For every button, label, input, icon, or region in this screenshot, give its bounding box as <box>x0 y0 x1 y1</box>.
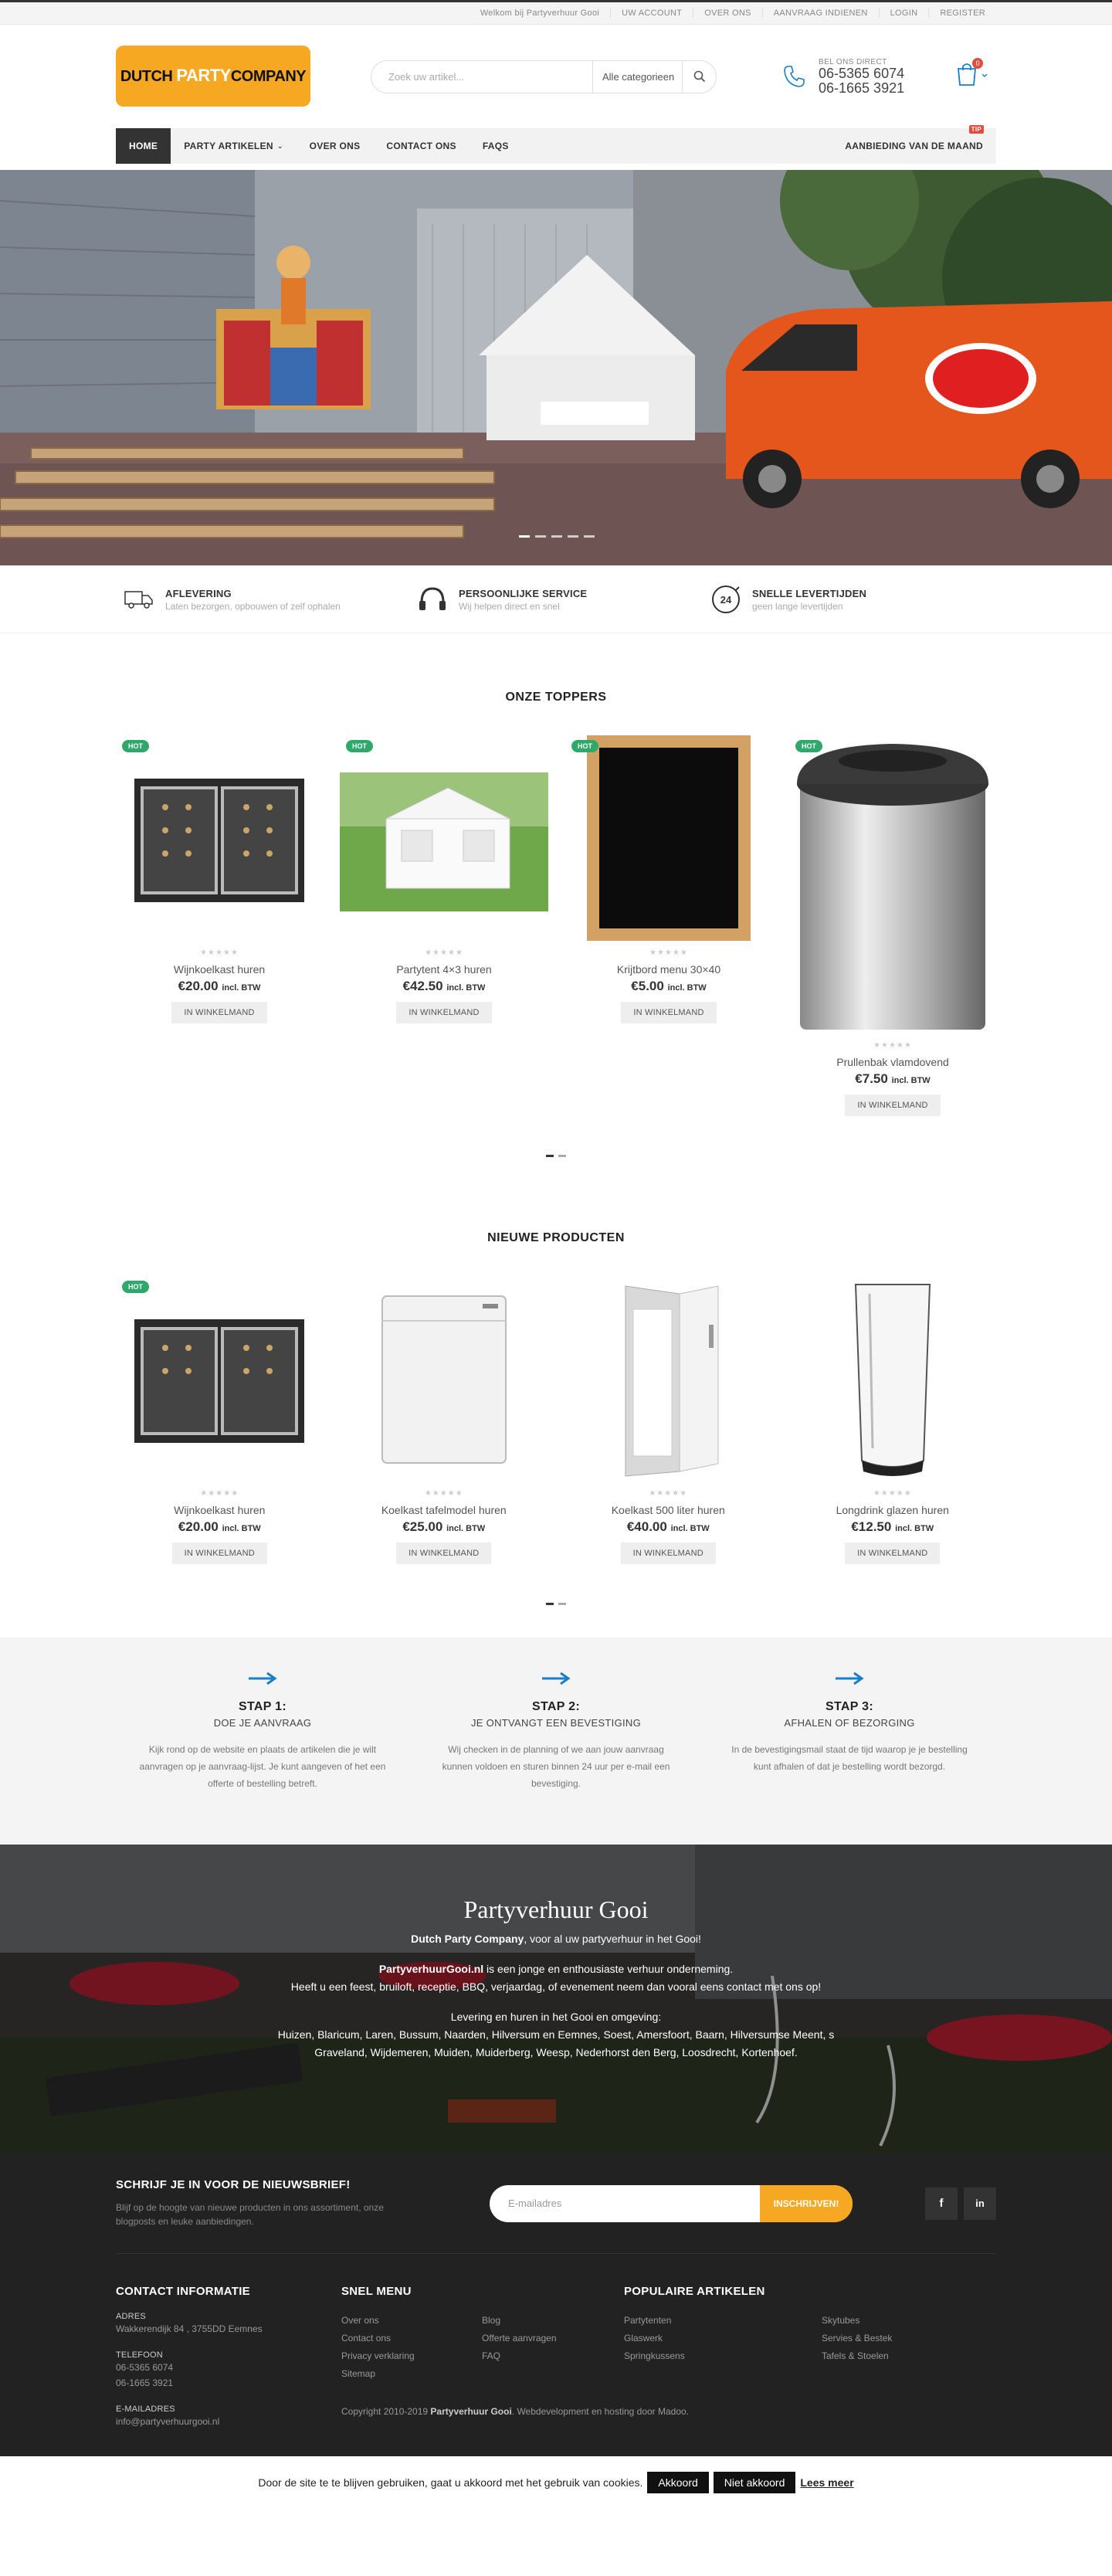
nav-offer[interactable] <box>832 128 996 164</box>
product-price <box>789 1519 997 1535</box>
footer-contact <box>116 2285 341 2456</box>
product-name[interactable]: Koelkast 500 liter huren <box>611 1504 725 1516</box>
service-personal-desc: Wij helpen direct en snel <box>459 600 560 612</box>
hot-badge: HOT <box>795 740 822 752</box>
about-company-name: Dutch Party Company <box>411 1933 524 1945</box>
toppers-title: ONZE TOPPERS <box>505 691 607 704</box>
product-price <box>789 1071 996 1087</box>
about-intro <box>263 1930 849 1948</box>
product-image-table-fridge <box>375 1290 514 1468</box>
price-btw: incl. BTW <box>222 1524 261 1533</box>
search-bar <box>371 60 717 93</box>
add-to-cart-button[interactable]: IN WINKELMAND <box>845 1095 940 1116</box>
footer-popular <box>624 2285 892 2383</box>
product-name[interactable]: Wijnkoelkast huren <box>173 963 266 976</box>
product-price-value: €7.50 <box>855 1071 888 1086</box>
logo[interactable] <box>116 46 310 107</box>
footer-link[interactable]: Sitemap <box>341 2368 376 2379</box>
hot-badge: HOT <box>346 740 373 752</box>
slider-dots <box>519 535 595 538</box>
arrow-right-icon <box>541 1672 571 1685</box>
newsletter-title: SCHRIJF JE IN VOOR DE NIEUWSBRIEF! <box>116 2178 351 2191</box>
footer-quick-menu-title: SNEL MENU <box>341 2285 412 2298</box>
step-subtitle: AFHALEN OF BEZORGING <box>784 1717 915 1729</box>
truck-icon <box>124 589 154 610</box>
arrow-right-icon <box>247 1672 278 1685</box>
product-price-value: €20.00 <box>178 1519 219 1534</box>
product-card[interactable] <box>341 1274 548 1564</box>
nav-party-artikelen-label: PARTY ARTIKELEN <box>184 141 273 151</box>
product-image-bin <box>792 738 993 1031</box>
rating-stars: ★★★★★ <box>425 949 463 957</box>
product-card[interactable] <box>340 734 548 1023</box>
service-personal-title: PERSOONLIJKE SERVICE <box>459 587 588 599</box>
phone-block <box>781 58 904 96</box>
welcome-text: Welkom bij Partyverhuur Gooi <box>480 8 600 18</box>
social-links <box>925 2187 996 2220</box>
logo-text-3: COMPANY <box>230 68 307 85</box>
product-price-value: €42.50 <box>402 979 443 993</box>
logo-text-2: PARTY <box>176 66 231 85</box>
add-to-cart-button[interactable]: IN WINKELMAND <box>621 1002 716 1023</box>
footer-link[interactable]: Privacy verklaring <box>341 2350 415 2361</box>
product-name[interactable]: Longdrink glazen huren <box>836 1504 949 1516</box>
search-icon <box>693 70 706 83</box>
logo-text-1: DUTCH <box>120 68 177 85</box>
price-btw: incl. BTW <box>222 983 261 993</box>
slider-dot[interactable] <box>568 535 578 538</box>
clock-24-label: 24 <box>720 593 732 606</box>
hero-slider[interactable] <box>0 170 1112 565</box>
about-section <box>0 1845 1112 2153</box>
step-subtitle: JE ONTVANGT EEN BEVESTIGING <box>471 1717 641 1729</box>
cookie-read-more-link[interactable]: Lees meer <box>800 2476 854 2489</box>
topbar-link-register[interactable]: REGISTER <box>928 8 996 18</box>
main-nav <box>0 128 1112 164</box>
phone-number-1[interactable]: 06-5365 6074 <box>819 65 905 81</box>
copyright-post: . Webdevelopment en hosting door Madoo. <box>511 2406 690 2417</box>
cookie-accept-button[interactable]: Akkoord <box>647 2472 708 2493</box>
arrow-right-icon <box>834 1672 865 1685</box>
cookie-decline-button[interactable]: Niet akkoord <box>714 2472 796 2493</box>
step-text: Wij checken in de planning of we aan jouw aanvraag kunnen voldoen en sturen binnen 24 uur per e-mail een bevestiging. <box>442 1744 670 1789</box>
pager-dot[interactable] <box>558 1603 566 1605</box>
header <box>0 25 1112 128</box>
about-areas <box>263 2008 849 2062</box>
footer-link[interactable]: Over ons <box>341 2315 379 2326</box>
product-card[interactable] <box>789 1274 997 1564</box>
footer-link[interactable]: FAQ <box>482 2350 501 2361</box>
add-to-cart-button[interactable]: IN WINKELMAND <box>621 1543 716 1564</box>
product-price <box>564 1519 772 1535</box>
step-title: STAP 2: <box>532 1700 580 1713</box>
phone-label: BEL ONS DIRECT <box>819 57 887 66</box>
footer-link[interactable]: Glaswerk <box>624 2333 663 2344</box>
hot-badge: HOT <box>122 740 149 752</box>
product-name[interactable]: Krijtbord menu 30×40 <box>616 963 721 976</box>
product-image-chalkboard <box>584 734 754 942</box>
nav-offer-label: AANBIEDING VAN DE MAAND <box>845 141 983 151</box>
footer-contact-title: CONTACT INFORMATIE <box>116 2285 250 2298</box>
chevron-down-icon: ⌄ <box>276 141 283 150</box>
service-personal <box>409 584 703 615</box>
product-price-value: €12.50 <box>851 1519 892 1534</box>
service-delivery-desc: Laten bezorgen, opbouwen of zelf ophalen <box>165 600 341 612</box>
newsletter-form <box>490 2185 853 2222</box>
about-intro-rest: , voor al uw partyverhuur in het Gooi! <box>524 1933 701 1945</box>
linkedin-icon[interactable]: in <box>964 2187 996 2220</box>
product-card[interactable] <box>564 1274 772 1564</box>
product-name[interactable]: Prullenbak vlamdovend <box>836 1056 949 1068</box>
new-products-title: NIEUWE PRODUCTEN <box>487 1231 625 1244</box>
newsletter-text: Blijf op de hoogte van nieuwe producten in ons assortiment, onze blogposts en leuke aanbiedingen. <box>116 2202 384 2227</box>
nav-party-artikelen[interactable] <box>171 128 296 164</box>
price-btw: incl. BTW <box>895 1524 934 1533</box>
service-fast-desc: geen lange levertijden <box>752 600 843 612</box>
slider-dot[interactable] <box>535 535 546 538</box>
address-value: Wakkerendijk 84 , 3755DD Eemnes <box>116 2323 263 2334</box>
rating-stars: ★★★★★ <box>200 949 239 957</box>
product-name[interactable]: Wijnkoelkast huren <box>174 1504 266 1516</box>
footer-link[interactable]: Skytubes <box>822 2315 860 2326</box>
newsletter-subscribe-button[interactable]: INSCHRIJVEN! <box>760 2185 853 2222</box>
facebook-icon[interactable]: f <box>925 2187 958 2220</box>
step-title: STAP 1: <box>239 1700 286 1713</box>
slider-dot[interactable] <box>551 535 562 538</box>
search-input[interactable]: Zoek uw artikel... <box>388 70 465 83</box>
new-products-section <box>116 1157 996 1605</box>
about-areas-list: Huizen, Blaricum, Laren, Bussum, Naarden, Hilversum en Eemnes, Soest, Amersfoort, Baarn, Hilversumse Meent, s Graveland, Wijdemeren, Muiden, Muiderberg, Weesp, Nederhorst den Berg, Loosdrecht, Kortenhoef. <box>277 2028 835 2058</box>
footer-link[interactable]: Contact ons <box>341 2333 392 2344</box>
toppers-section <box>116 633 996 1157</box>
footer <box>0 2153 1112 2456</box>
price-btw: incl. BTW <box>446 1524 486 1533</box>
cookie-text: Door de site te te blijven gebruiken, gaat u akkoord met het gebruik van cookies. <box>258 2476 643 2489</box>
product-card[interactable] <box>116 1274 324 1564</box>
hero-image <box>0 170 1112 565</box>
step-3 <box>703 1672 996 1775</box>
product-image-longdrink-glass <box>846 1278 939 1479</box>
nav-contact[interactable]: CONTACT ONS <box>386 141 456 151</box>
footer-popular-title: POPULAIRE ARTIKELEN <box>624 2285 765 2298</box>
price-btw: incl. BTW <box>670 1524 710 1533</box>
product-image-large-fridge <box>610 1278 726 1479</box>
product-price <box>341 1519 548 1535</box>
footer-phone-1[interactable]: 06-5365 6074 <box>116 2362 174 2373</box>
add-to-cart-button[interactable]: IN WINKELMAND <box>171 1002 266 1023</box>
slider-dot[interactable] <box>584 535 595 538</box>
chevron-down-icon <box>981 73 988 78</box>
topbar-link-account[interactable]: UW ACCOUNT <box>610 8 693 18</box>
nav-home[interactable]: HOME <box>116 128 171 164</box>
services-bar <box>0 565 1112 633</box>
nav-faqs[interactable]: FAQS <box>482 141 509 151</box>
footer-link[interactable]: Blog <box>482 2315 501 2326</box>
rating-stars: ★★★★★ <box>200 1489 239 1498</box>
product-name[interactable]: Koelkast tafelmodel huren <box>381 1504 507 1516</box>
add-to-cart-button[interactable]: IN WINKELMAND <box>845 1543 940 1564</box>
cart-count-badge: 0 <box>972 58 983 69</box>
cookie-bar <box>0 2456 1112 2508</box>
copyright-company: Partyverhuur Gooi <box>430 2406 512 2417</box>
service-fast-title: SNELLE LEVERTIJDEN <box>752 587 867 599</box>
product-card[interactable] <box>116 734 323 1023</box>
topbar-link-login[interactable]: LOGIN <box>879 8 929 18</box>
email-label: E-MAILADRES <box>116 2405 175 2414</box>
carousel-pager <box>116 1603 996 1605</box>
about-site-name: PartyverhuurGooi.nl <box>378 1963 484 1975</box>
add-to-cart-button[interactable]: IN WINKELMAND <box>172 1543 267 1564</box>
price-btw: incl. BTW <box>891 1076 931 1085</box>
product-image-party-tent <box>340 765 548 911</box>
product-card[interactable] <box>565 734 772 1023</box>
about-paragraph-rest: is een jonge en enthousiaste verhuur onderneming. <box>483 1963 734 1975</box>
topbar <box>0 0 1112 25</box>
product-price <box>565 979 772 994</box>
footer-link[interactable]: Servies & Bestek <box>822 2333 893 2344</box>
step-text: In de bevestigingsmail staat de tijd waarop je je bestelling kunt afhalen of dat je bestelling wordt bezorgd. <box>731 1744 968 1772</box>
product-name[interactable]: Partytent 4×3 huren <box>396 963 492 976</box>
service-delivery <box>116 584 409 615</box>
price-btw: incl. BTW <box>667 983 707 993</box>
topbar-link-request[interactable]: AANVRAAG INDIENEN <box>762 8 879 18</box>
footer-link[interactable]: Partytenten <box>624 2315 672 2326</box>
step-title: STAP 3: <box>826 1700 873 1713</box>
about-areas-label: Levering en huren in het Gooi en omgeving: <box>450 2011 662 2023</box>
about-title: Partyverhuur Gooi <box>463 1896 649 1923</box>
headset-icon <box>417 585 448 613</box>
product-card[interactable] <box>789 734 996 1116</box>
service-delivery-title: AFLEVERING <box>165 587 232 599</box>
copyright <box>341 2406 996 2417</box>
about-paragraph <box>263 1960 849 1996</box>
product-price-value: €5.00 <box>631 979 664 993</box>
footer-quick-menu <box>341 2285 624 2383</box>
copyright-pre: Copyright 2010-2019 <box>341 2406 431 2417</box>
add-to-cart-button[interactable]: IN WINKELMAND <box>396 1543 491 1564</box>
address-label: ADRES <box>116 2312 146 2321</box>
rating-stars: ★★★★★ <box>649 1489 688 1498</box>
newsletter-email-input[interactable]: E-mailadres <box>508 2198 562 2209</box>
footer-link[interactable]: Springkussens <box>624 2350 685 2361</box>
product-price <box>116 979 323 994</box>
footer-link[interactable]: Tafels & Stoelen <box>822 2350 889 2361</box>
footer-phone-2[interactable]: 06-1665 3921 <box>116 2377 174 2388</box>
step-subtitle: DOE JE AANVRAAG <box>213 1717 312 1729</box>
cart-button[interactable] <box>955 61 988 92</box>
topbar-link-about[interactable]: OVER ONS <box>693 8 761 18</box>
add-to-cart-button[interactable]: IN WINKELMAND <box>396 1002 491 1023</box>
hot-badge: HOT <box>571 740 598 752</box>
product-image-wine-fridge <box>127 765 312 911</box>
product-price-value: €20.00 <box>178 979 219 993</box>
step-text: Kijk rond op de website en plaats de artikelen die je wilt aanvragen op je aanvraag-lijst. Je kunt aangeven of het een offerte of bestelling betreft. <box>139 1744 386 1789</box>
footer-email[interactable]: info@partyverhuurgooi.nl <box>116 2416 220 2427</box>
slider-dot[interactable] <box>519 535 530 538</box>
steps-section <box>0 1638 1112 1845</box>
tip-badge: TIP <box>969 125 984 134</box>
hot-badge: HOT <box>122 1281 149 1293</box>
rating-stars: ★★★★★ <box>873 1041 912 1050</box>
service-fast <box>703 584 996 615</box>
search-button[interactable] <box>682 61 716 93</box>
product-price-value: €25.00 <box>402 1519 443 1534</box>
phone-icon <box>781 63 808 90</box>
product-image-wine-fridge <box>127 1305 312 1452</box>
rating-stars: ★★★★★ <box>873 1489 912 1498</box>
step-1 <box>116 1672 409 1792</box>
product-price <box>340 979 548 994</box>
rating-stars: ★★★★★ <box>649 949 688 957</box>
pager-dot[interactable] <box>546 1603 554 1605</box>
phone-number-2[interactable]: 06-1665 3921 <box>819 80 905 96</box>
product-price <box>116 1519 324 1535</box>
price-btw: incl. BTW <box>446 983 486 993</box>
phone-label: TELEFOON <box>116 2350 163 2360</box>
category-select[interactable]: Alle categorieen <box>592 61 682 93</box>
nav-over-ons[interactable]: OVER ONS <box>309 141 361 151</box>
rating-stars: ★★★★★ <box>424 1489 463 1498</box>
about-paragraph-2: Heeft u een feest, bruiloft, receptie, BBQ, verjaardag, of evenement neem dan vooral eens contact met ons op! <box>290 1980 822 1993</box>
product-price-value: €40.00 <box>626 1519 667 1534</box>
footer-link[interactable]: Offerte aanvragen <box>482 2333 557 2344</box>
step-2 <box>409 1672 703 1792</box>
